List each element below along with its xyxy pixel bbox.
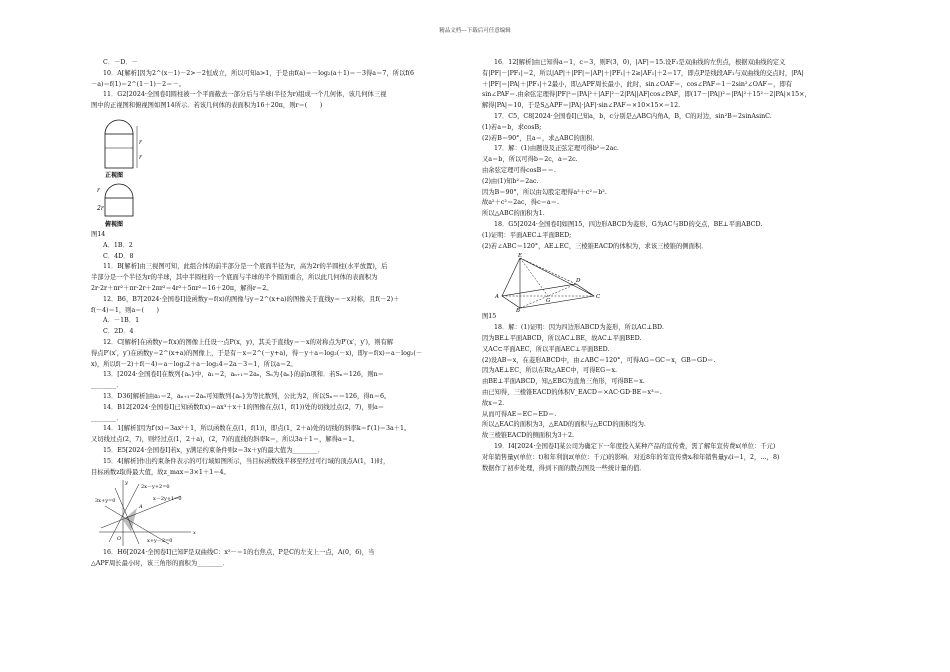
top-view-label: 俯视图: [105, 220, 124, 228]
solution-17-line-2: 又a＝b，所以可得b＝2c，a＝2c.: [482, 156, 578, 164]
solution-10-cont: －a)＝f(1)＝2^(1－1)－2＝－。: [91, 80, 186, 88]
options-11-cd: C．4D．8: [103, 252, 134, 260]
options-12-ab: A．－1B．1: [103, 317, 140, 325]
solution-16-cont: 有|PF|－|PF₁|＝2，所以|AP|＋|PF|＝|AP|＋|PF₁|＋2≥|AF₁|＋2＝17，即点P是线段AF₁与双曲线的交点时，|PA|: [482, 69, 804, 77]
problem-11: 11．G2[2024·全国卷Ⅰ]圆柱被一个平面截去一部分后与半球(半径为r)组成一个几何体，该几何体三视: [103, 91, 387, 99]
problem-12-cont: f(－4)＝1，则a＝( ): [91, 306, 160, 314]
solution-10: 10．A[解析]因为2^(x－1)－2>－2恒成立，所以可知a>1，于是由f(a)＝－log₂(a＋1)＝－3得a＝7，所以f(6: [103, 69, 415, 77]
problem-11-cont: 图中的正视图和俯视图如图14所示．若该几何体的表面积为16＋20π，则r＝( ): [91, 102, 323, 110]
right-column: [482, 58, 856, 474]
solution-16: 16．12[解析]由已知得a＝1，c＝3，则F(3，0)，|AF|＝15.设F₁是双曲线的左焦点，根据双曲线的定义: [494, 59, 786, 66]
solution-18-line-11: 故三棱锥EACD的侧面积为3＋2.: [482, 432, 574, 440]
solution-18: 18．解：(1)证明：因为四边形ABCD为菱形，所以AC⊥BD.: [494, 324, 664, 332]
problem-14: 14．B12[2024·全国卷Ⅰ]已知函数f(x)＝ax³＋x＋1的图像在点(1，f(1))处的切线过点(2，7)，则a＝: [103, 403, 385, 411]
figure-15-caption: 图15: [482, 313, 497, 321]
figure-14: [91, 112, 463, 230]
problem-19: 19．I4[2024·全国卷Ⅰ]某公司为确定下一年度投入某种产品的宣传费，需了解年宣传费x(单位：千元): [494, 442, 776, 450]
solution-17-line-4: (2)由(1)知b²＝2ac.: [482, 177, 539, 185]
solution-17-line-3: 由余弦定理可得cosB＝＝.: [482, 166, 556, 174]
feasible-region-figure: [91, 478, 463, 548]
solution-18-line-5: 因为AE⊥EC，所以在Rt△AEC中，可得EG＝x.: [482, 367, 618, 375]
problem-18-part-2: (2)若∠ABC＝120°，AE⊥EC，三棱锥EACD的体积为，求该三棱锥的侧面积．: [482, 242, 708, 250]
solution-16-cont-3: sin∠PAF＝.由余弦定理得|PF|²＝|PA|²＋|AF|²－2|PA||AF|cos∠PAF，即(17－|PA|)²＝|PA|²＋15²－2|PA|×15×，: [482, 91, 811, 99]
problem-19-cont: 对年销售量y(单位：t)和年利润z(单位：千元)的影响．对近8年的年宣传费xᵢ和年销售量yᵢ(i＝1，2，…，8): [482, 453, 780, 461]
top-2r-label: 2r: [97, 204, 104, 212]
figure-14-caption: 图14: [91, 230, 106, 238]
y-axis-label: y: [125, 480, 128, 487]
solution-18-line-3: 又AC⊂平面AEC，所以平面AEC⊥平面BED.: [482, 345, 610, 353]
solution-14-cont: 又切线过点(2，7)，则经过点(1，2＋a)，(2，7)的直线的斜率k＝，所以3a＋1＝，解得a＝1。: [91, 436, 359, 444]
options-11-ab: A．1B．2: [103, 241, 133, 249]
front-view-label: 正视图: [105, 171, 124, 179]
solution-18-line-7: 由已知得，三棱锥EACD的体积V_EACD＝×AC·GD·BE＝x³＝.: [482, 388, 662, 396]
problem-19-cont-2: 数据作了初步处理，得到下面的散点图及一些统计量的值．: [482, 464, 646, 472]
solution-18-line-8: 故x＝2.: [482, 399, 505, 407]
x-axis-label: x: [193, 530, 196, 537]
solution-11: 11．B[解析]由三视图可知，此组合体的前半部分是一个底面半径为r，高为2r的半圆柱(水平放置)，后: [103, 263, 388, 271]
solution-12-cont: 得点P′(x′，y′)在函数y＝2^(x+a)的图像上，于是有－x＝2^(－y+a)，得－y＋a＝log₂(－x)，即y＝f(x)＝a－log₂(－: [91, 349, 423, 357]
solution-18-line-10: 所以△EAC的面积为3，△EAD的面积与△ECD的面积均为.: [482, 421, 646, 429]
vertex-a: A: [495, 294, 499, 301]
figure-15: [482, 252, 856, 312]
solution-13: 13．D36[解析]由a₁＝2，aₙ₊₁＝2aₙ可知数列{aₙ}为等比数列，公比为2，所以Sₙ＝＝126，得n＝6。: [103, 392, 391, 400]
line-label-4: x+y－2=0: [147, 538, 173, 545]
front-r-label-2: r: [139, 153, 142, 161]
pyramid-drawing: [482, 252, 622, 312]
solution-12: 12．C[解析]在函数y＝f(x)的图像上任设一点P(x，y)，其关于直线y＝－x的对称点为P′(x′，y′)，则有解: [103, 338, 394, 346]
solution-16-cont-2: ＋|PF|＝|PA|＋|PF₁|＋2最小，即△APF周长最小，此时，sin∠OAF＝，cos∠PAF＝1－2sin²∠OAF＝，即有: [482, 80, 793, 88]
solution-15-cont: 目标函数z取得最大值，故z_max＝3×1＋1＝4。: [91, 468, 230, 476]
problem-15: 15．E5[2024·全国卷Ⅰ]若x，y满足约束条件则z＝3x＋y的最大值为________．: [103, 446, 325, 454]
problem-17: 17．C5，C8[2024·全国卷Ⅰ]已知a，b，c分别是△ABC内角A，B，C的对边，sin²B＝2sinAsinC.: [494, 112, 772, 120]
origin-label: O: [117, 536, 122, 543]
solution-16-cont-4: 解得|PA|＝10，于是S△APF＝|PA|·|AF|·sin∠PAF＝×10×15×＝12.: [482, 102, 681, 110]
line-label-3: 3x+y=0: [95, 498, 116, 505]
vertex-a-label: A: [139, 504, 143, 511]
problem-14-blank: ________．: [91, 414, 123, 422]
three-view-drawing: [91, 112, 211, 230]
solution-17-line-6: 故a²＋c²＝2ac，得c＝a＝.: [482, 199, 559, 207]
front-r-label: r: [139, 138, 142, 146]
vertex-g: G: [546, 298, 551, 305]
line-label-1: 2x－y+2=0: [141, 484, 170, 491]
solution-11-cont: 半部分是一个半径为r的半球，其中半圆柱的一个底面与半球的半个圆面重合，所以此几何体的表面积为: [91, 274, 378, 282]
problem-17-part-1: (1)若a＝b，求cosB;: [482, 123, 542, 131]
left-column: [91, 58, 463, 570]
solution-12-cont-2: x)，所以f(－2)＋f(－4)＝a－log₂2＋a－log₂4＝2a－3＝1，所以a＝2。: [91, 360, 297, 368]
problem-12: 12．B6，B7[2024·全国卷Ⅰ]设函数y＝f(x)的图像与y＝2^(x+a)的图像关于直线y＝－x对称，且f(－2)＋: [103, 295, 400, 303]
problem-16-cont: △APF周长最小时，该三角形的面积为________．: [91, 560, 229, 568]
solution-11-cont-2: 2r·2r＋πr²＋πr·2r＋2πr²＝4r²＋5πr²＝16＋20π，解得r＝2。: [91, 284, 273, 292]
solution-18-line-2: 因为BE⊥平面ABCD，所以AC⊥BE，故AC⊥平面BED.: [482, 334, 642, 342]
solution-15: 15．4[解析]作出约束条件表示的可行域如图所示，当目标函数线平移至经过可行域的顶点A(1，1)时，: [103, 457, 390, 465]
problem-16: 16．H6[2024·全国卷Ⅰ]已知F是双曲线C：x²－＝1的右焦点，P是C的左支上一点，A(0，6)，当: [103, 549, 375, 557]
solution-18-line-4: (2)设AB＝x，在菱形ABCD中，由∠ABC＝120°，可得AG＝GC＝x，GB＝GD＝.: [482, 356, 716, 364]
solution-17-line-5: 因为B＝90°，所以由勾股定理得a²＋c²＝b².: [482, 188, 607, 196]
solution-18-line-9: 从而可得AE＝EC＝ED＝.: [482, 410, 557, 418]
problem-13: 13．[2024·全国卷Ⅰ]在数列{aₙ}中，a₁＝2，aₙ₊₁＝2aₙ，Sₙ为{aₙ}的前n项和．若Sₙ＝126，则n＝: [103, 371, 384, 379]
solution-17: 17．解：(1)由题设及正弦定理可得b²＝2ac.: [494, 145, 619, 153]
vertex-d: D: [576, 278, 581, 285]
line-label-2: x－2y+1=0: [153, 496, 182, 503]
solution-18-line-6: 由BE⊥平面ABCD，知△EBG为直角三角形，可得BE＝x.: [482, 378, 645, 386]
vertex-b: B: [516, 308, 521, 313]
problem-18: 18．G5[2024·全国卷Ⅰ]如图15，四边形ABCD为菱形，G为AC与BD的交点，BE⊥平面ABCD.: [494, 220, 763, 228]
top-r-label: r: [97, 186, 100, 194]
problem-13-blank: ________．: [91, 382, 123, 390]
vertex-e: E: [518, 253, 523, 260]
answer-options: C．－D．－: [103, 59, 139, 66]
page-header: 精品文档---下载后可任意编辑: [439, 28, 511, 34]
solution-14: 14．1[解析]因为f′(x)＝3ax²＋1，所以函数在点(1，f(1))，即点(1，2＋a)处的切线的斜率k＝f′(1)＝3a＋1。: [103, 425, 411, 433]
options-12-cd: C．2D．4: [103, 328, 134, 336]
problem-17-part-2: (2)若B＝90°，且a＝，求△ABC的面积．: [482, 134, 599, 142]
feasible-region-plot: [91, 478, 201, 548]
solution-17-line-7: 所以△ABC的面积为1.: [482, 210, 545, 218]
problem-18-part-1: (1)证明：平面AEC⊥平面BED;: [482, 231, 572, 239]
vertex-c: C: [596, 294, 601, 301]
